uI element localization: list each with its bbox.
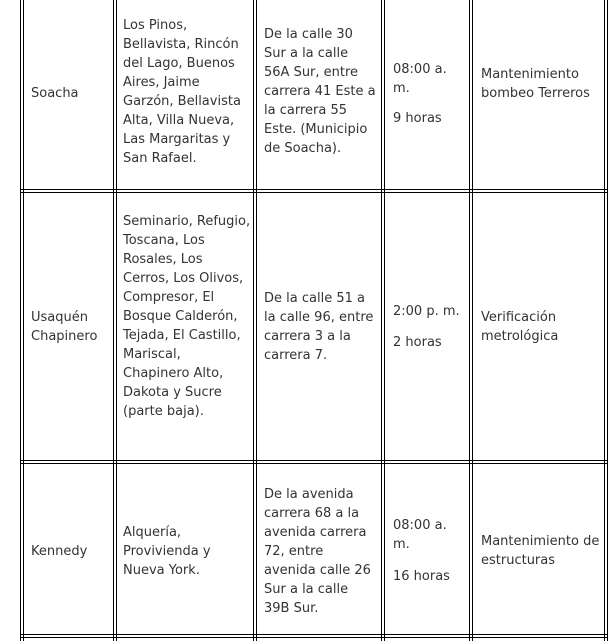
column-border	[23, 0, 24, 641]
column-border	[113, 0, 114, 641]
row-border	[20, 189, 608, 190]
reason-cell: Mantenimiento bombeo Terreros	[481, 67, 590, 101]
sector-cell: De la calle 51 a la calle 96, entre carrera 3 a la carrera 7.	[264, 291, 374, 363]
neighborhoods-cell: Alquería, Provivienda y Nueva York.	[123, 525, 211, 578]
row-border	[20, 634, 608, 635]
duration-cell: 9 horas	[393, 111, 442, 126]
start-time-cell: 08:00 a. m.	[393, 62, 447, 96]
column-border	[607, 0, 608, 641]
zone-cell: Usaquén Chapinero	[31, 310, 98, 344]
zone-cell: Soacha	[31, 86, 79, 101]
neighborhoods-cell: Los Pinos, Bellavista, Rincón del Lago, Buenos Aires, Jaime Garzón, Bellavista Alta, Villa Nueva, Las Margaritas y San Rafael.	[123, 18, 241, 166]
duration-cell: 2 horas	[393, 335, 442, 350]
column-border	[384, 0, 385, 641]
column-border	[469, 0, 470, 641]
column-border	[116, 0, 117, 641]
column-border	[381, 0, 382, 641]
row-border	[20, 637, 608, 638]
row-border	[20, 460, 608, 461]
start-time-cell: 2:00 p. m.	[393, 304, 460, 319]
row-border	[20, 463, 608, 464]
duration-cell: 16 horas	[393, 569, 450, 584]
sector-cell: De la avenida carrera 68 a la avenida carrera 72, entre avenida calle 26 Sur a la calle 39B Sur.	[264, 487, 371, 616]
start-time-cell: 08:00 a. m.	[393, 518, 447, 552]
reason-cell: Mantenimiento de estructuras	[481, 534, 600, 568]
sector-cell: De la calle 30 Sur a la calle 56A Sur, entre carrera 41 Este a la carrera 55 Este. (Municipio de Soacha).	[264, 27, 376, 156]
zone-cell: Kennedy	[31, 544, 88, 559]
neighborhoods-cell: Seminario, Refugio, Toscana, Los Rosales, Los Cerros, Los Olivos, Compresor, El Bosque Calderón, Tejada, El Castillo, Mariscal, Chapinero Alto, Dakota y Sucre (parte baja).	[123, 214, 251, 419]
column-border	[472, 0, 473, 641]
column-border	[20, 0, 21, 641]
column-border	[604, 0, 605, 641]
column-border	[256, 0, 257, 641]
reason-cell: Verificación metrológica	[481, 310, 559, 344]
column-border	[253, 0, 254, 641]
row-border	[20, 192, 608, 193]
